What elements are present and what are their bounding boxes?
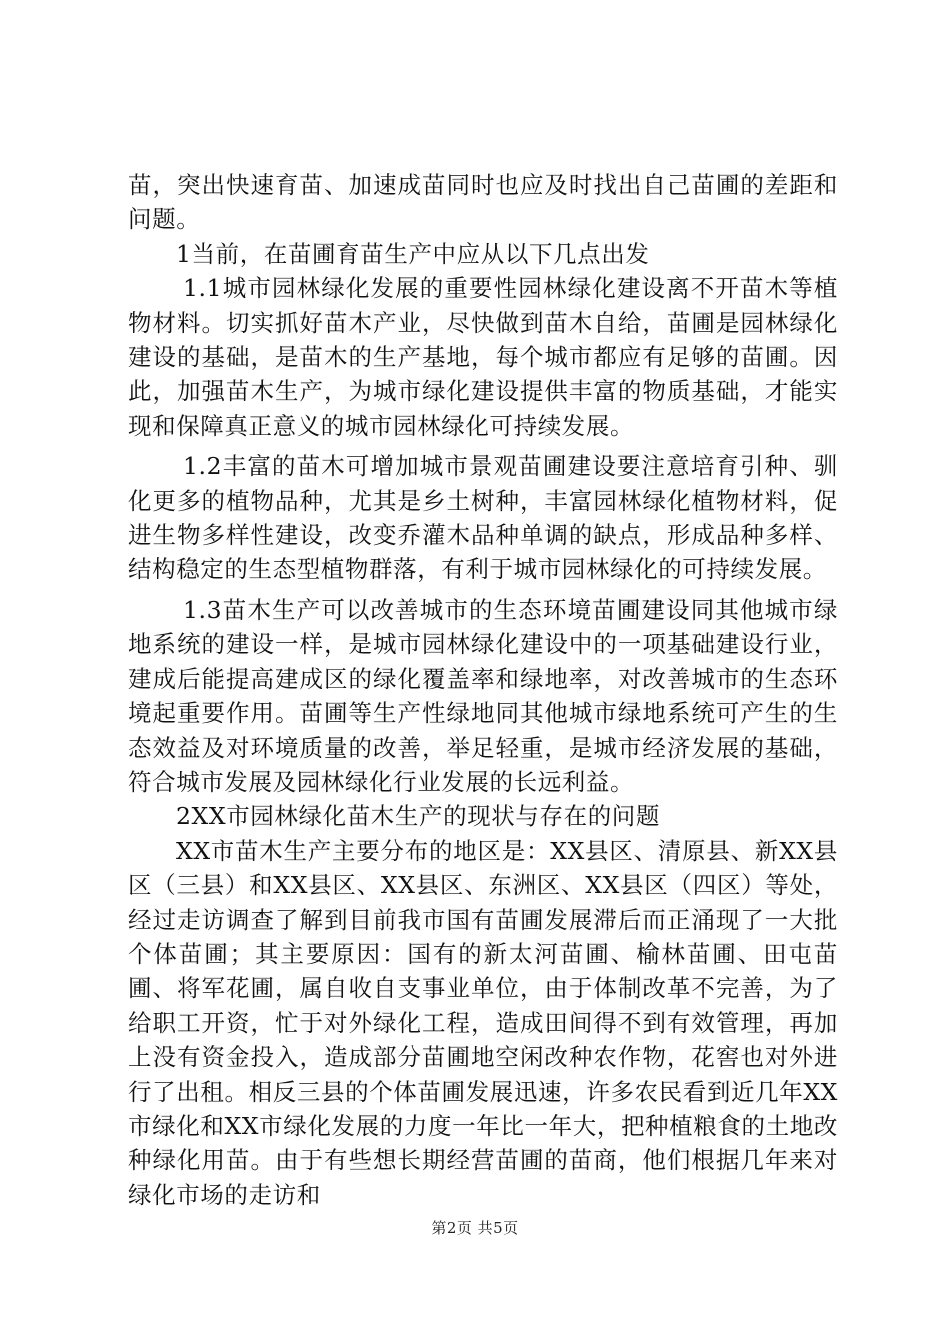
paragraph-2-body: XX市苗木生产主要分布的地区是：XX县区、清原县、新XX县区（三县）和XX县区、XX县区、东洲区、XX县区（四区）等处，经过走访调查了解到目前我市国有苗圃发展滞后而正涌现了一大批个体苗圃；其主要原因：国有的新太河苗圃、榆林苗圃、田屯苗圃、将军花圃，属自收自支事业单位，由于体制改革不完善，为了给职工开资，忙于对外绿化工程，造成田间得不到有效管理，再加上没有资金投入，造成部分苗圃地空闲改种农作物，花窖也对外进行了出租。相反三县的个体苗圃发展迅速，许多农民看到近几年XX市绿化和XX市绿化发展的力度一年比一年大，把种植粮食的土地改种绿化用苗。由于有些想长期经营苗圃的苗商，他们根据几年来对绿化市场的走访和 xyxy=(128,836,838,1209)
paragraph-1-1: 1.1城市园林绿化发展的重要性园林绿化建设离不开苗木等植物材料。切实抓好苗木产业，尽快做到苗木自给，苗圃是园林绿化建设的基础，是苗木的生产基地，每个城市都应有足够的苗圃。因此，加强苗木生产，为城市绿化建设提供丰富的物质基础，才能实现和保障真正意义的城市园林绿化可持续发展。 xyxy=(128,274,838,440)
section-heading-2: 2XX市园林绿化苗木生产的现状与存在的问题 xyxy=(176,802,661,831)
page-number-footer: 第2页 共5页 xyxy=(431,1219,519,1237)
document-body xyxy=(128,168,838,1212)
paragraph-1-3: 1.3苗木生产可以改善城市的生态环境苗圃建设同其他城市绿地系统的建设一样，是城市园林绿化建设中的一项基础建设行业，建成后能提高建成区的绿化覆盖率和绿地率，对改善城市的生态环境起重要作用。苗圃等生产性绿地同其他城市绿地系统可产生的生态效益及对环境质量的改善，举足轻重，是城市经济发展的基础，符合城市发展及园林绿化行业发展的长远利益。 xyxy=(128,595,838,796)
paragraph-1-2: 1.2丰富的苗木可增加城市景观苗圃建设要注意培育引种、驯化更多的植物品种，尤其是乡土树种，丰富园林绿化植物材料，促进生物多样性建设，改变乔灌木品种单调的缺点，形成品种多样、结构稳定的生态型植物群落，有利于城市园林绿化的可持续发展。 xyxy=(128,452,838,584)
section-heading-1: 1当前，在苗圃育苗生产中应从以下几点出发 xyxy=(176,239,650,268)
paragraph-continuation: 苗，突出快速育苗、加速成苗同时也应及时找出自己苗圃的差距和问题。 xyxy=(128,171,838,234)
